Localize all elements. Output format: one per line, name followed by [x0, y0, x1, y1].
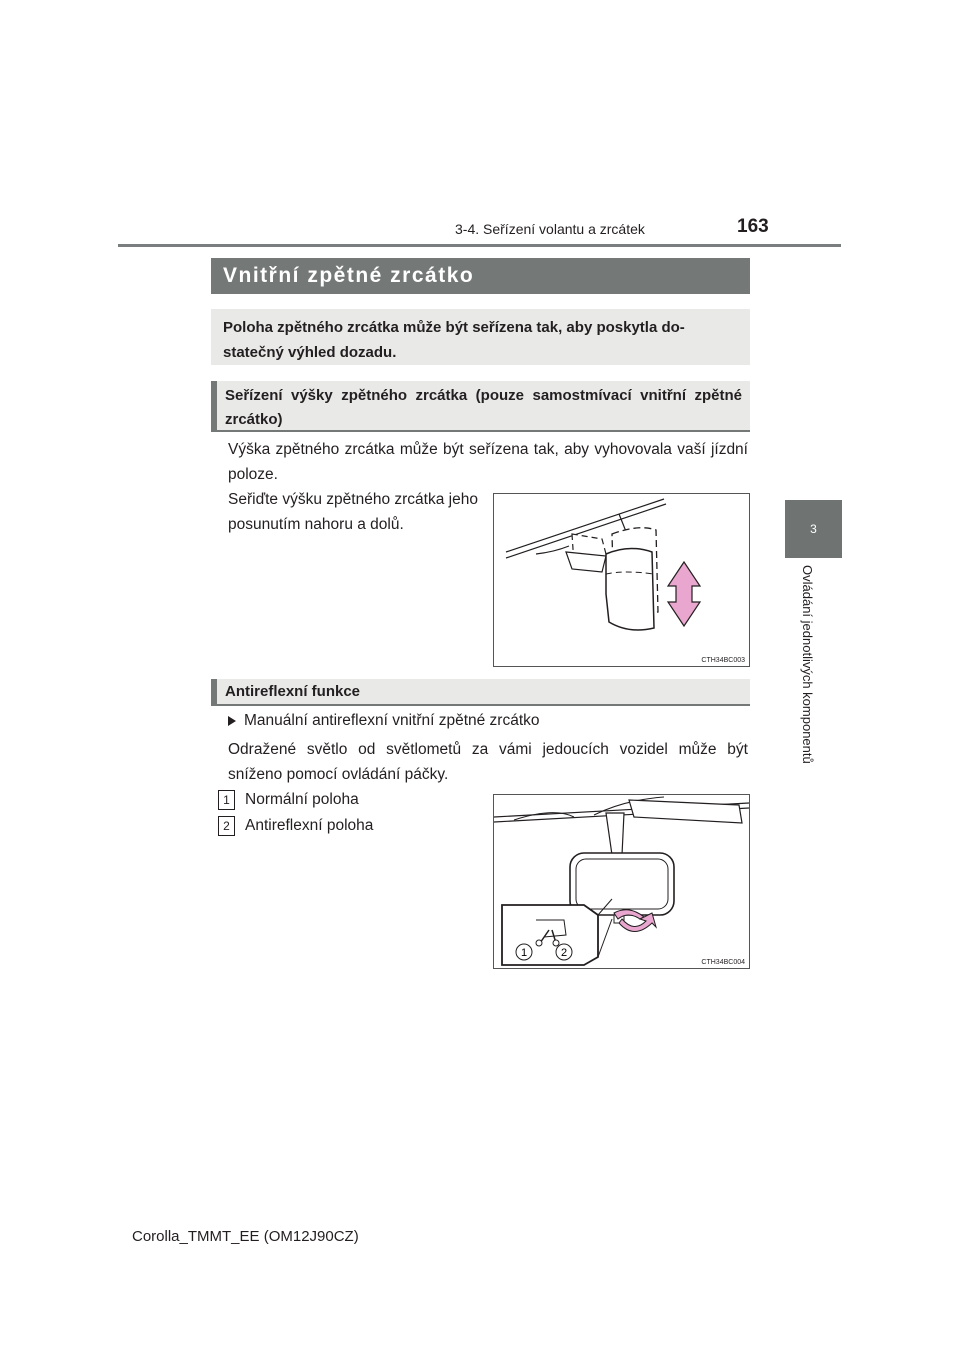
number-badge: 2 — [218, 816, 235, 836]
number-badge: 1 — [218, 790, 235, 810]
figure-code: CTH34BC004 — [701, 959, 745, 966]
list-item-normal — [218, 790, 359, 810]
height-adjust-instruction: Seřiďte výšku zpětného zrcátka jeho posunutím nahoru a dolů. — [228, 491, 478, 533]
mirror-height-illustration — [494, 494, 749, 666]
chapter-number: 3 — [810, 522, 817, 536]
header-rule — [118, 244, 841, 247]
chapter-title: Ovládání jednotlivých komponentů — [800, 565, 815, 764]
list-item-label: Normální poloha — [245, 791, 359, 808]
section-title-text: Vnitřní zpětné zrcátko — [223, 264, 475, 287]
intro-text: Poloha zpětného zrcátka může být seřízena tak, aby poskytla do-statečný výhled dozadu. — [223, 319, 685, 361]
antiglare-bullet — [228, 712, 540, 730]
list-item-antiglare — [218, 816, 373, 836]
antiglare-heading — [211, 679, 750, 706]
list-item-label: Antireflexní poloha — [245, 817, 374, 834]
callout-1: 1 — [520, 947, 528, 959]
figure-code: CTH34BC003 — [701, 657, 745, 664]
antiglare-text: Odražené světlo od světlometů za vámi jedoucích vozidel může být sníženo pomocí ovládání páčky. — [228, 741, 748, 783]
triangle-bullet-icon — [228, 716, 236, 726]
height-adjust-text: Výška zpětného zrcátka může být seřízena tak, aby vyhovovala vaší jízdní poloze. — [228, 441, 748, 483]
antiglare-bullet-text: Manuální antireflexní vnitřní zpětné zrcátko — [244, 712, 540, 729]
mirror-antiglare-figure — [493, 794, 750, 969]
antiglare-heading-text: Antireflexní funkce — [225, 683, 361, 700]
header-section-title: 3-4. Seřízení volantu a zrcátek — [455, 221, 645, 237]
mirror-height-figure — [493, 493, 750, 667]
mirror-antiglare-illustration — [494, 795, 749, 968]
page-number: 163 — [737, 216, 769, 237]
intro-box — [211, 309, 750, 365]
section-title — [211, 258, 750, 294]
height-adjust-heading — [211, 381, 750, 432]
footer: Corolla_TMMT_EE (OM12J90CZ) — [132, 1228, 359, 1245]
height-adjust-heading-text: Seřízení výšky zpětného zrcátka (pouze samostmívací vnitřní zpětné zrcátko) — [225, 387, 742, 428]
chapter-tab — [785, 500, 842, 558]
callout-2: 2 — [560, 947, 568, 959]
